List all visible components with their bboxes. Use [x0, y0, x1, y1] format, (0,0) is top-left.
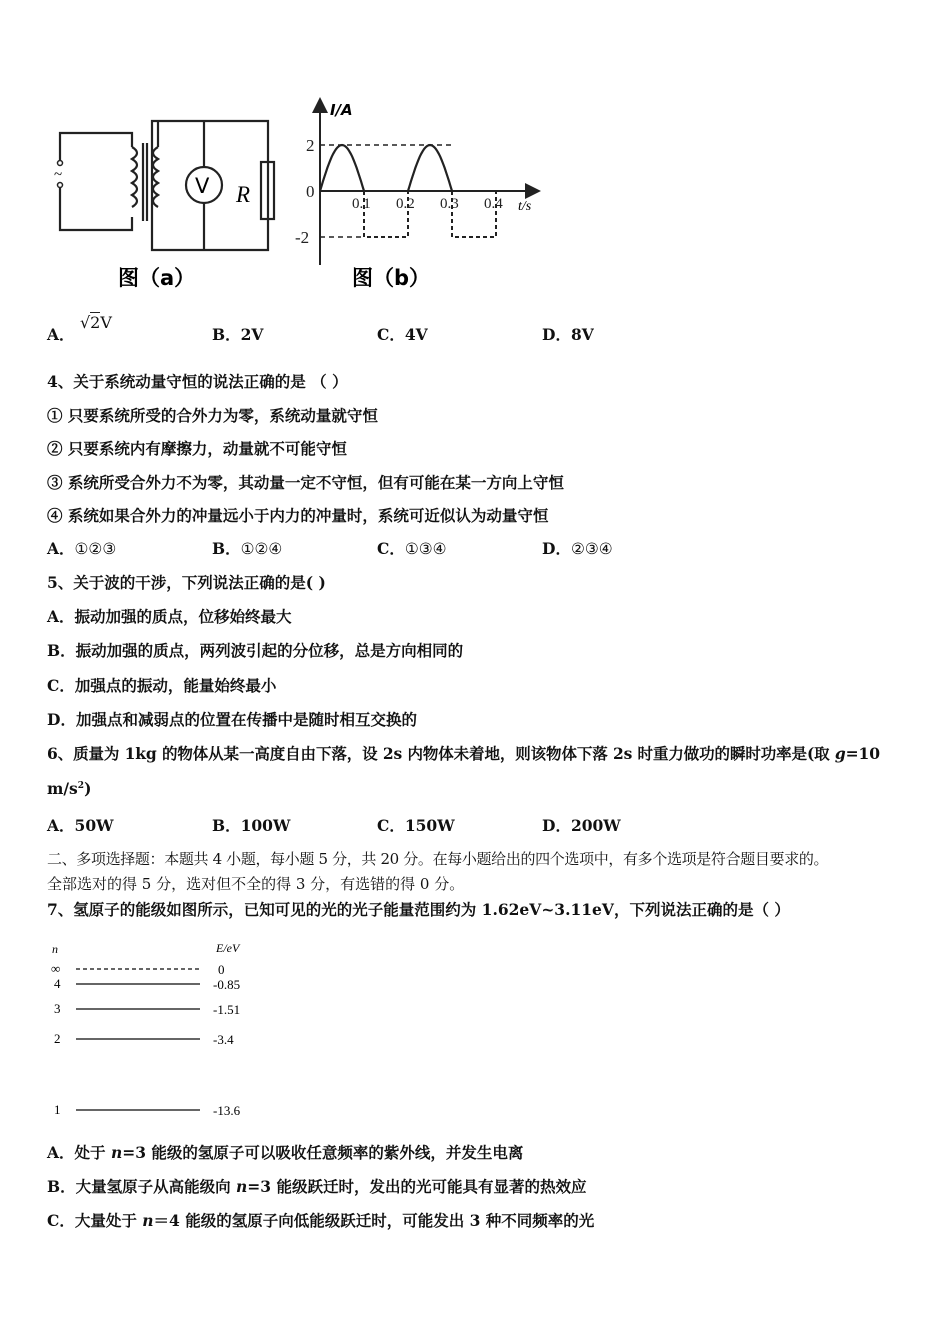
q4-item-4: ④ 系统如果合外力的冲量远小于内力的冲量时，系统可近似认为动量守恒: [47, 506, 549, 525]
q7-option-a[interactable]: [47, 1141, 523, 1163]
q5-option-a[interactable]: A．振动加强的质点，位移始终最大: [47, 607, 292, 626]
figure-b-caption: 图（b）: [352, 266, 431, 290]
option-text: 100W: [240, 816, 291, 835]
level-n-label: ∞: [51, 961, 61, 976]
option-letter: C．: [377, 816, 405, 835]
level-energy-label: -13.6: [213, 1103, 241, 1118]
section2-heading: 二、多项选择题：本题共 4 小题，每小题 5 分，共 20 分。在每小题给出的四个选项中，有多个选项是符合题目要求的。: [47, 850, 829, 868]
figure-b: [290, 95, 550, 295]
y-axis-label: I/A: [330, 101, 353, 119]
y-tick-label: 0: [306, 182, 315, 201]
level-energy-label: -1.51: [213, 1002, 241, 1017]
q4-option-a[interactable]: [47, 537, 116, 559]
option-text: ①②④: [240, 540, 283, 558]
q4-item-1: ① 只要系统所受的合外力为零，系统动量就守恒: [47, 406, 378, 425]
option-letter: A．: [47, 539, 75, 558]
option-text: ①②③: [74, 540, 117, 558]
q5-option-c[interactable]: C．加强点的振动，能量始终最小: [47, 676, 277, 695]
secondary-coil: [153, 147, 158, 207]
section2-scoring: 全部选对的得 5 分，选对但不全的得 3 分，有选错的得 0 分。: [47, 875, 465, 893]
sqrt-radicand: 2: [90, 313, 101, 332]
option-text: 150W: [404, 816, 455, 835]
y-tick-label: 2: [306, 136, 315, 155]
option-letter: A．: [47, 325, 75, 344]
q5-option-b[interactable]: B．振动加强的质点，两列波引起的分位移，总是方向相同的: [47, 641, 464, 660]
q5-option-d[interactable]: D．加强点和减弱点的位置在传播中是随时相互交换的: [47, 710, 417, 729]
option-text: 2V: [240, 325, 264, 344]
q5-stem: 5、关于波的干涉，下列说法正确的是( ): [47, 573, 326, 592]
q6-stem-line2: [47, 779, 91, 798]
sqrt-sign: √: [79, 313, 91, 332]
level-n-label: 2: [54, 1031, 61, 1046]
q4-option-c[interactable]: [377, 537, 447, 559]
option-letter: C．: [377, 539, 405, 558]
q6-unit: m/s: [47, 779, 78, 798]
q4-item-2: ② 只要系统内有摩擦力，动量就不可能守恒: [47, 439, 347, 458]
q6-option-d[interactable]: [542, 814, 621, 836]
figure-a: [40, 95, 300, 295]
q7-option-b[interactable]: [47, 1175, 586, 1197]
option-text: =3 能级的氢原子可以吸收任意频率的紫外线，并发生电离: [122, 1143, 524, 1162]
q7-option-c[interactable]: [47, 1209, 594, 1231]
q6-close-paren: ): [84, 779, 92, 798]
option-letter: B．: [212, 325, 241, 344]
option-text: ①③④: [404, 540, 447, 558]
half-sine-segment: [320, 145, 364, 191]
sqrt-expression: [80, 313, 112, 332]
y-tick-label: -2: [295, 228, 310, 247]
level-energy-label: -3.4: [213, 1032, 234, 1047]
n-axis-label: n: [52, 942, 58, 956]
q6-option-c[interactable]: [377, 814, 455, 836]
q4-item-3: ③ 系统所受合外力不为零，其动量一定不守恒，但有可能在某一方向上守恒: [47, 473, 564, 492]
energy-level-diagram: [40, 935, 280, 1125]
level-n-label: 3: [54, 1001, 61, 1016]
option-text: 8V: [570, 325, 594, 344]
q6-stem-text: 6、质量为 1kg 的物体从某一高度自由下落，设 2s 内物体未着地，则该物体下落 2s 时重力做功的瞬时功率是(取: [47, 744, 835, 763]
n-symbol: n: [236, 1177, 248, 1196]
option-letter: B．: [212, 816, 241, 835]
figure-a-caption: 图（a）: [118, 266, 196, 290]
q3-option-c[interactable]: [377, 323, 428, 345]
option-text: =3 能级跃迁时，发出的光可能具有显著的热效应: [247, 1177, 587, 1196]
option-letter: D．: [542, 539, 571, 558]
q6-stem: [47, 742, 880, 764]
option-letter: D．: [542, 325, 571, 344]
option-text: 200W: [570, 816, 621, 835]
x-tick-label: 0.3: [440, 196, 459, 212]
x-tick-label: 0.2: [396, 196, 415, 212]
option-text: ＝4 能级的氢原子向低能级跃迁时，可能发出 3 种不同频率的光: [153, 1211, 595, 1230]
option-text: A．处于: [47, 1143, 111, 1162]
q3-option-b[interactable]: [212, 323, 263, 345]
option-text: 50W: [74, 816, 114, 835]
sqrt-unit: V: [100, 313, 112, 332]
level-n-label: 4: [54, 976, 61, 991]
option-letter: B．: [212, 539, 241, 558]
level-energy-label: 0: [218, 962, 225, 977]
q4-option-b[interactable]: [212, 537, 282, 559]
option-text: ②③④: [570, 540, 613, 558]
q6-option-b[interactable]: [212, 814, 290, 836]
voltmeter-label: V: [195, 174, 210, 198]
q4-stem: 4、关于系统动量守恒的说法正确的是 （ ）: [47, 372, 348, 391]
option-letter: C．: [377, 325, 405, 344]
x-tick-label: 0.1: [352, 196, 371, 212]
option-letter: A．: [47, 816, 75, 835]
q7-stem: 7、氢原子的能级如图所示，已知可见的光的光子能量范围约为 1.62eV~3.11eV，下列说法正确的是（ ）: [47, 900, 790, 919]
level-energy-label: -0.85: [213, 977, 241, 992]
level-n-label: 1: [54, 1102, 61, 1117]
ac-source-symbol: ~: [54, 167, 63, 183]
n-symbol: n: [110, 1143, 123, 1162]
energy-axis-label: E/eV: [216, 941, 240, 955]
resistor-label: R: [236, 182, 251, 207]
option-text: B．大量氢原子从高能级向: [47, 1177, 236, 1196]
primary-coil: [132, 147, 137, 207]
n-symbol: n: [142, 1211, 154, 1230]
option-letter: D．: [542, 816, 571, 835]
q6-stem-value: =10: [845, 744, 880, 763]
option-text: C．大量处于: [47, 1211, 143, 1230]
option-text: 4V: [404, 325, 428, 344]
x-axis-label: t/s: [518, 199, 532, 214]
q6-option-a[interactable]: [47, 814, 114, 836]
q6-unit-exponent: 2: [77, 780, 85, 791]
x-tick-label: 0.4: [484, 196, 503, 212]
q3-option-d[interactable]: [542, 323, 594, 345]
half-sine-segment: [408, 145, 452, 191]
q6-g-symbol: g: [834, 744, 846, 763]
q4-option-d[interactable]: [542, 537, 613, 559]
q3-option-a[interactable]: [47, 313, 112, 345]
